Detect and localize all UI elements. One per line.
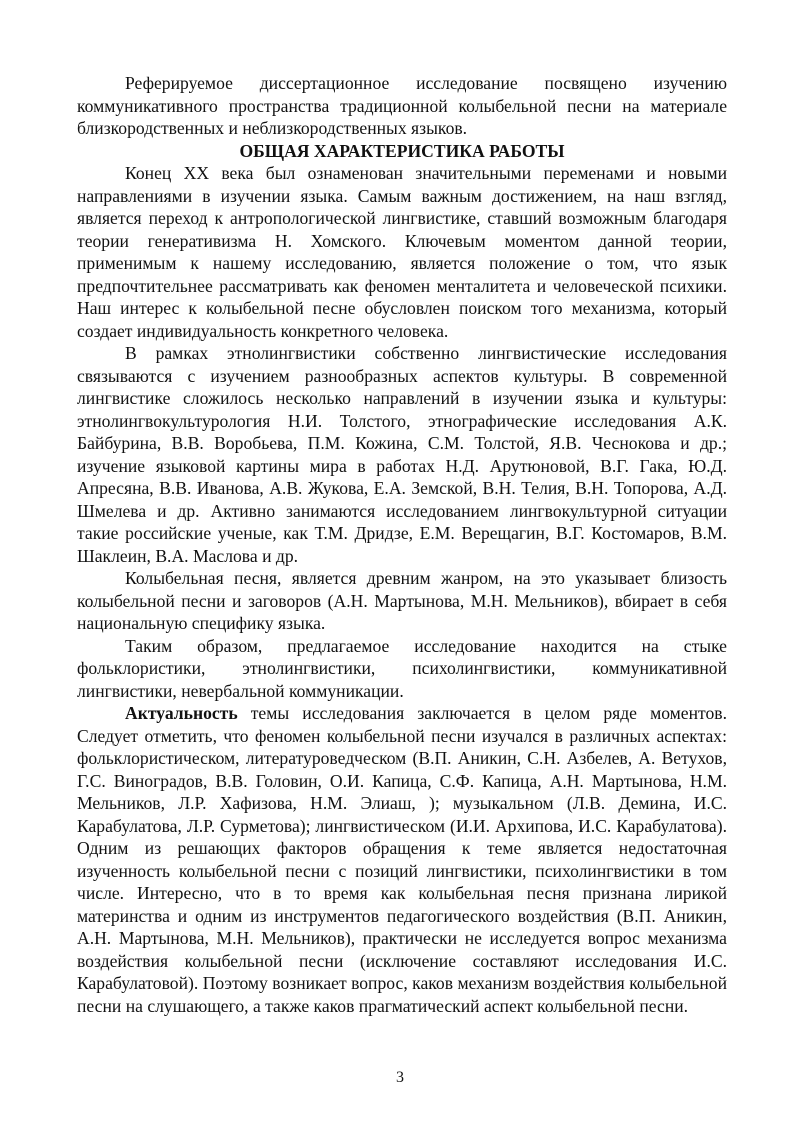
section-title: ОБЩАЯ ХАРАКТЕРИСТИКА РАБОТЫ [239,140,565,161]
document-page [77,72,727,1017]
relevance-lead: Актуальность [125,703,238,723]
relevance-text: темы исследования заключается в целом ряде моментов. Следует отметить, что феномен колыбельной песни изучался в различных аспектах: фольклористическом, литературоведческом (В.П. Аникин, С.Н. Азбелев, А. Ветухов, Г.С. Виноградов, В.В. Головин, О.И. Капица, С.Ф. Капица, А.Н. Мартынова, Н.М. Мельников, Л.Р. Хафизова, Н.М. Элиаш, ); музыкальном (Л.В. Демина, И.С. Карабулатова, Л.Р. Сурметова); лингвистическом (И.И. Архипова, И.С. Карабулатова). Одним из решающих факторов обращения к теме является недостаточная изученность колыбельной песни с позиций лингвистики, психолингвистики в том числе. Интересно, что в то время как колыбельная песня признана лирикой материнства и одним из инструментов педагогического воздействия (В.П. Аникин, А.Н. Мартынова, М.Н. Мельников), практически не исследуется вопрос механизма воздействия колыбельной песни (исключение составляют исследования И.С. Карабулатовой). Поэтому возникает вопрос, каков механизм воздействия колыбельной песни на слушающего, а также каков прагматический аспект колыбельной песни. [77,703,727,1016]
paragraph-2: В рамках этнолингвистики собственно лингвистические исследования связываются с изучением разнообразных аспектов культуры. В современной лингвистике сложилось несколько направлений в изучении языка и культуры: этнолингвокультурология Н.И. Толстого, этнографические исследования А.К. Байбурина, В.В. Воробьева, П.М. Кожина, С.М. Толстой, Я.В. Чеснокова и др.; изучение языковой картины мира в работах Н.Д. Арутюновой, В.Г. Гака, Ю.Д. Апресяна, В.В. Иванова, А.В. Жукова, Е.А. Земской, В.Н. Телия, В.Н. Топорова, А.Д. Шмелева и др. Активно занимаются исследованием лингвокультурной ситуации такие российские ученые, как Т.М. Дридзе, Е.М. Верещагин, В.Г. Костомаров, В.М. Шаклеин, В.А. Маслова и др. [77,343,727,566]
paragraph-4: Таким образом, предлагаемое исследование находится на стыке фольклористики, этнолингвистики, психолингвистики, коммуникативной лингвистики, невербальной коммуникации. [77,635,727,701]
paragraph-3: Колыбельная песня, является древним жанром, на это указывает близость колыбельной песни и заговоров (А.Н. Мартынова, М.Н. Мельников), вбирает в себя национальную специфику языка. [77,568,727,633]
page-number: 3 [396,1069,404,1086]
paragraph-1: Конец XX века был ознаменован значительными переменами и новыми направлениями в изучении языка. Самым важным достижением, на наш взгляд, является переход к антропологической лингвистике, ставший возможным благодаря теории генеративизма Н. Хомского. Ключевым моментом данной теории, применимым к нашему исследованию, является положение о том, что язык предпочтительнее рассматривать как феномен менталитета и человеческой психики. Наш интерес к колыбельной песне обусловлен поиском того механизма, который создает индивидуальность конкретного человека. [77,163,727,341]
relevance-paragraph [77,702,727,1017]
intro-paragraph: Реферируемое диссертационное исследование посвящено изучению коммуникативного пространства традиционной колыбельной песни на материале близкородственных и неблизкородственных языков. [77,73,727,138]
